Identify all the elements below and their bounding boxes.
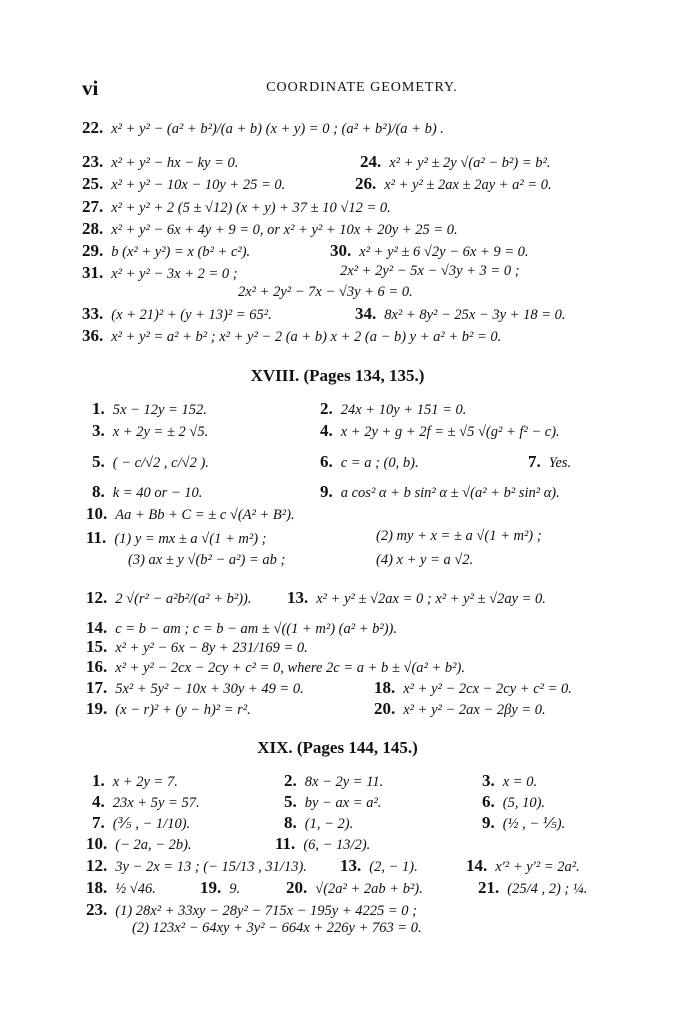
answer-8: 8. k = 40 or − 10.	[92, 482, 203, 501]
answer-13: 13. (2, − 1).	[340, 856, 418, 875]
answer-9: 9. (½ , − ⅕).	[482, 813, 566, 832]
answer-13: 13. x² + y² ± √2ax = 0 ; x² + y² ± √2ay = 0.	[287, 588, 546, 607]
answer-3: 3. x + 2y = ± 2 √5.	[92, 421, 209, 440]
answer-23-2: (2) 123x² − 64xy + 3y² − 664x + 226y + 763 = 0.	[132, 920, 422, 936]
answer-5: 5. ( − c/√2 , c/√2 ).	[92, 452, 209, 471]
answer-14: 14. x′² + y′² = 2a².	[466, 856, 580, 875]
page-header	[82, 76, 582, 98]
answer-12: 12. 3y − 2x = 13 ; (− 15/13 , 31/13).	[86, 856, 307, 875]
answer-21: 21. (25/4 , 2) ; ¼.	[478, 878, 588, 897]
answer-23: 23. x² + y² − hx − ky = 0.	[82, 152, 239, 171]
answer-33: 33. (x + 21)² + (y + 13)² = 65².	[82, 304, 272, 323]
answer-11-3: (3) ax ± y √(b² − a²) = ab ;	[128, 552, 286, 568]
answer-30: 30. x² + y² ± 6 √2y − 6x + 9 = 0.	[330, 241, 529, 260]
answer-34: 34. 8x² + 8y² − 25x − 3y + 18 = 0.	[355, 304, 566, 323]
answer-7: 7. Yes.	[528, 452, 572, 471]
answer-27: 27. x² + y² + 2 (5 ± √12) (x + y) + 37 ± 10 √12 = 0.	[82, 197, 391, 216]
answer-26: 26. x² + y² ± 2ax ± 2ay + a² = 0.	[355, 174, 552, 193]
answer-31: 31. x² + y² − 3x + 2 = 0 ;	[82, 263, 238, 282]
answer-5: 5. by − ax = a².	[284, 792, 382, 811]
answer-14: 14. c = b − am ; c = b − am ± √((1 + m²) (a² + b²)).	[86, 618, 398, 637]
answer-11-4: (4) x + y = a √2.	[376, 552, 474, 568]
answer-20: 20. x² + y² − 2ax − 2βy = 0.	[374, 699, 546, 718]
answer-4: 4. x + 2y + g + 2f = ± √5 √(g² + f² − c).	[320, 421, 560, 440]
answer-31-c: 2x² + 2y² − 7x − √3y + 6 = 0.	[238, 284, 413, 300]
answer-6: 6. c = a ; (0, b).	[320, 452, 419, 471]
answer-6: 6. (5, 10).	[482, 792, 546, 811]
answer-2: 2. 8x − 2y = 11.	[284, 771, 384, 790]
answer-24: 24. x² + y² ± 2y √(a² − b²) = b².	[360, 152, 551, 171]
answer-3: 3. x = 0.	[482, 771, 538, 790]
answer-15: 15. x² + y² − 6x − 8y + 231/169 = 0.	[86, 637, 308, 656]
answer-16: 16. x² + y² − 2cx − 2cy + c² = 0, where 2c = a + b ± √(a² + b²).	[86, 657, 465, 676]
answer-1: 1. 5x − 12y = 152.	[92, 399, 207, 418]
answer-19: 19. (x − r)² + (y − h)² = r².	[86, 699, 251, 718]
page-number: vi	[82, 76, 99, 100]
section-xix-heading: XIX. (Pages 144, 145.)	[257, 738, 418, 757]
answer-29: 29. b (x² + y²) = x (b² + c²).	[82, 241, 251, 260]
answer-1: 1. x + 2y = 7.	[92, 771, 178, 790]
answer-11: 11. (6, − 13/2).	[275, 834, 371, 853]
answer-7: 7. (⅗ , − 1/10).	[92, 813, 191, 832]
running-title: COORDINATE GEOMETRY.	[266, 80, 458, 95]
answer-18: 18. x² + y² − 2cx − 2cy + c² = 0.	[374, 678, 572, 697]
answer-28: 28. x² + y² − 6x + 4y + 9 = 0, or x² + y² + 10x + 20y + 25 = 0.	[82, 219, 458, 238]
answer-10: 10. (− 2a, − 2b).	[86, 834, 192, 853]
answer-11-2: (2) my + x = ± a √(1 + m²) ;	[376, 528, 542, 544]
answer-12: 12. 2 √(r² − a²b²/(a² + b²)).	[86, 588, 252, 607]
answer-36: 36. x² + y² = a² + b² ; x² + y² − 2 (a + b) x + 2 (a − b) y + a² + b² = 0.	[82, 326, 502, 345]
answer-23: 23. (1) 28x² + 33xy − 28y² − 715x − 195y + 4225 = 0 ;	[86, 900, 418, 919]
answer-22: 22. x² + y² − (a² + b²)/(a + b) (x + y) = 0 ; (a² + b²)/(a + b) .	[82, 118, 444, 137]
answer-31-b: 2x² + 2y² − 5x − √3y + 3 = 0 ;	[340, 263, 520, 279]
answer-20: 20. √(2a² + 2ab + b²).	[286, 878, 423, 897]
answer-8: 8. (1, − 2).	[284, 813, 354, 832]
answer-17: 17. 5x² + 5y² − 10x + 30y + 49 = 0.	[86, 678, 304, 697]
answer-18: 18. ½ √46.	[86, 878, 156, 897]
answer-10: 10. Aa + Bb + C = ± c √(A² + B²).	[86, 504, 295, 523]
answer-9: 9. a cos² α + b sin² α ± √(a² + b² sin² α).	[320, 482, 560, 501]
answer-25: 25. x² + y² − 10x − 10y + 25 = 0.	[82, 174, 286, 193]
section-xviii-heading: XVIII. (Pages 134, 135.)	[250, 366, 425, 385]
answer-19: 19. 9.	[200, 878, 241, 897]
answer-2: 2. 24x + 10y + 151 = 0.	[320, 399, 467, 418]
answer-4: 4. 23x + 5y = 57.	[92, 792, 200, 811]
answer-11: 11. (1) y = mx ± a √(1 + m²) ;	[86, 528, 267, 547]
